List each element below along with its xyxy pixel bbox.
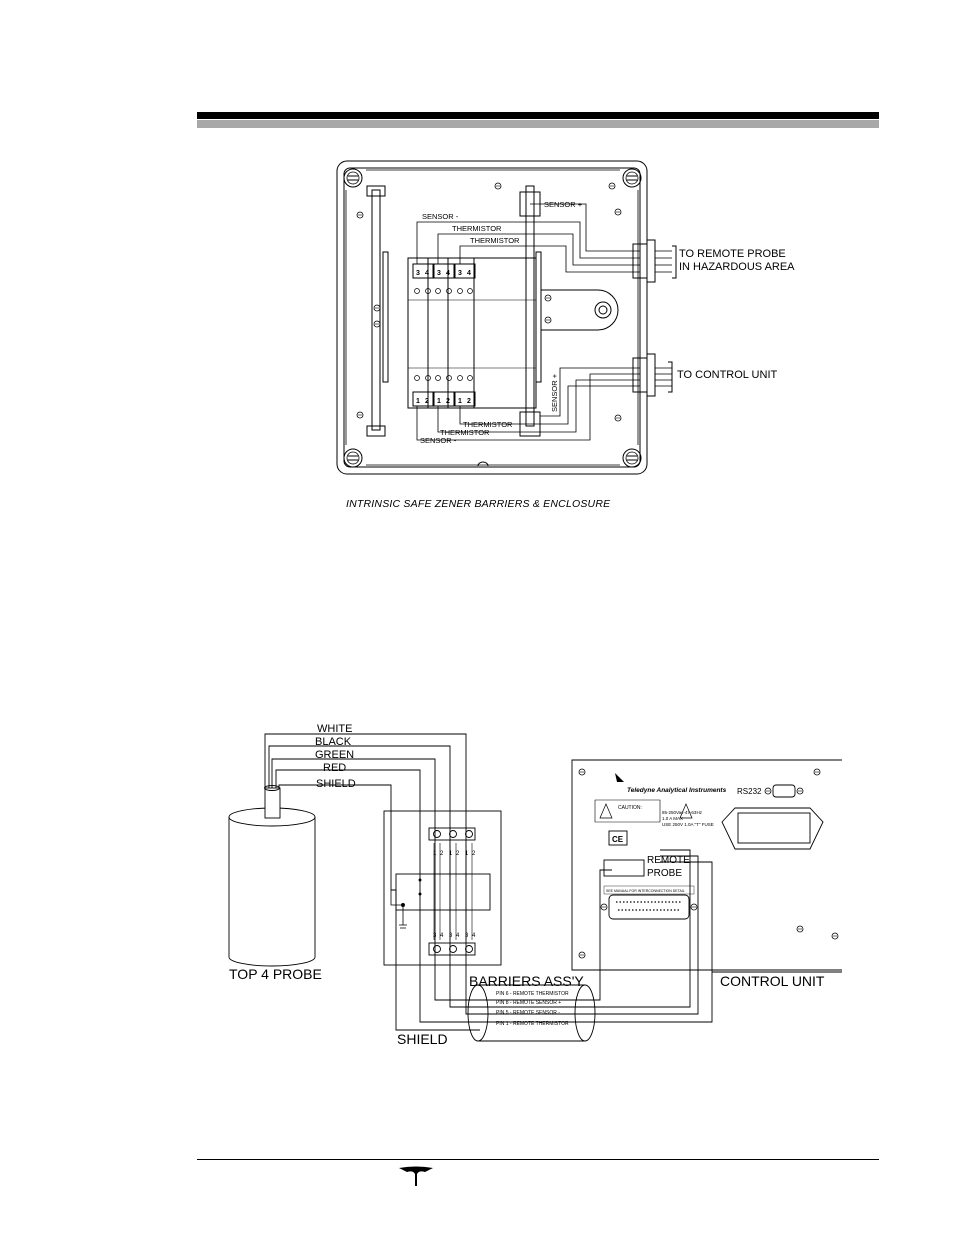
wire-label-shield: SHIELD [316, 778, 356, 790]
footer-rule [197, 1159, 879, 1160]
barrier-terminal: 3 [449, 933, 453, 939]
wire-label-red: RED [323, 762, 347, 774]
terminal-bottom: 2 [467, 398, 471, 405]
terminal-top: 3 [458, 270, 462, 277]
barrier-terminal: 3 [433, 933, 437, 939]
terminal-bottom: 1 [437, 398, 441, 405]
barrier-terminal: 1 [449, 851, 453, 857]
wire-label-white: WHITE [317, 723, 353, 735]
terminal-top: 4 [446, 270, 450, 277]
figure-caption: INTRINSIC SAFE ZENER BARRIERS & ENCLOSURE [346, 498, 611, 510]
cable-pin: PIN 6 - REMOTE THERMISTOR [496, 991, 569, 997]
label-thermistor-bottom-1: THERMISTOR [463, 420, 513, 429]
label-sensor-minus-bottom: SENSOR - [420, 436, 457, 445]
terminal-top: 3 [437, 270, 441, 277]
wire-label-green: GREEN [315, 749, 355, 761]
panel-power-2: 1.0 A MAX [662, 816, 684, 821]
teledyne-brand-icon [615, 773, 624, 782]
label-sensor-plus-top: SENSOR + [544, 200, 583, 209]
terminal-bottom: 1 [416, 398, 420, 405]
label-to-remote-probe: TO REMOTE PROBE [679, 248, 786, 260]
corner-screw-icon [623, 449, 641, 467]
panel-brand: Teledyne Analytical Instruments [627, 787, 727, 794]
label-to-control-unit: TO CONTROL UNIT [677, 369, 778, 381]
barrier-terminal: 2 [456, 851, 460, 857]
terminal-bottom: 2 [446, 398, 450, 405]
terminal-top: 4 [425, 270, 429, 277]
label-thermistor-top-2: THERMISTOR [470, 236, 520, 245]
corner-screw-icon [344, 169, 362, 187]
terminal-top: 3 [416, 270, 420, 277]
panel-caution: CAUTION: [618, 805, 642, 811]
barriers-label: BARRIERS ASS'Y [469, 973, 584, 989]
panel-remote-probe-1: REMOTE [647, 855, 690, 866]
barrier-terminal: 2 [472, 851, 476, 857]
barrier-terminal: 4 [456, 933, 460, 939]
panel-power-3: USE 250V 1.0A "T" FUSE [662, 822, 714, 827]
label-thermistor-top-1: THERMISTOR [452, 224, 502, 233]
corner-screw-icon [623, 169, 641, 187]
remote-probe-connector [604, 860, 644, 876]
barrier-terminal: 1 [465, 851, 469, 857]
terminal-bottom: 1 [458, 398, 462, 405]
barrier-terminal: 1 [433, 851, 437, 857]
barrier-terminal: 3 [465, 933, 469, 939]
barrier-terminal: 2 [440, 851, 444, 857]
wire-label-black: BLACK [315, 736, 352, 748]
label-sensor-minus-top: SENSOR - [422, 212, 459, 221]
barrier-box [384, 811, 501, 965]
shield-label: SHIELD [397, 1031, 448, 1047]
teledyne-logo-icon [399, 1166, 433, 1188]
control-unit-label: CONTROL UNIT [720, 973, 825, 989]
terminal-top: 4 [467, 270, 471, 277]
label-hazardous-area: IN HAZARDOUS AREA [679, 261, 795, 273]
panel-remote-probe-2: PROBE [647, 868, 683, 879]
panel-ce-mark: CE [612, 835, 624, 844]
panel-see-manual: SEE MANUAL FOR INTERCONNECTION DETAIL [606, 889, 685, 893]
corner-screw-icon [344, 449, 362, 467]
terminal-bottom: 2 [425, 398, 429, 405]
probe-label: TOP 4 PROBE [229, 966, 322, 982]
cable-pin: PIN 8 - REMOTE SENSOR + [496, 1000, 562, 1006]
barrier-terminal: 4 [472, 933, 476, 939]
panel-rs232: RS232 [737, 787, 762, 796]
label-thermistor-bottom-2: THERMISTOR [440, 428, 490, 437]
label-sensor-plus-bottom: SENSOR + [550, 373, 559, 412]
barrier-terminal: 4 [440, 933, 444, 939]
cable-pin: PIN 1 - REMOTE THERMISTOR [496, 1021, 569, 1027]
cable-pin: PIN 5 - REMOTE SENSOR - [496, 1010, 560, 1016]
probe-body [229, 817, 315, 966]
panel-power-1: 85-250Vac-47-63Hz [662, 810, 702, 815]
